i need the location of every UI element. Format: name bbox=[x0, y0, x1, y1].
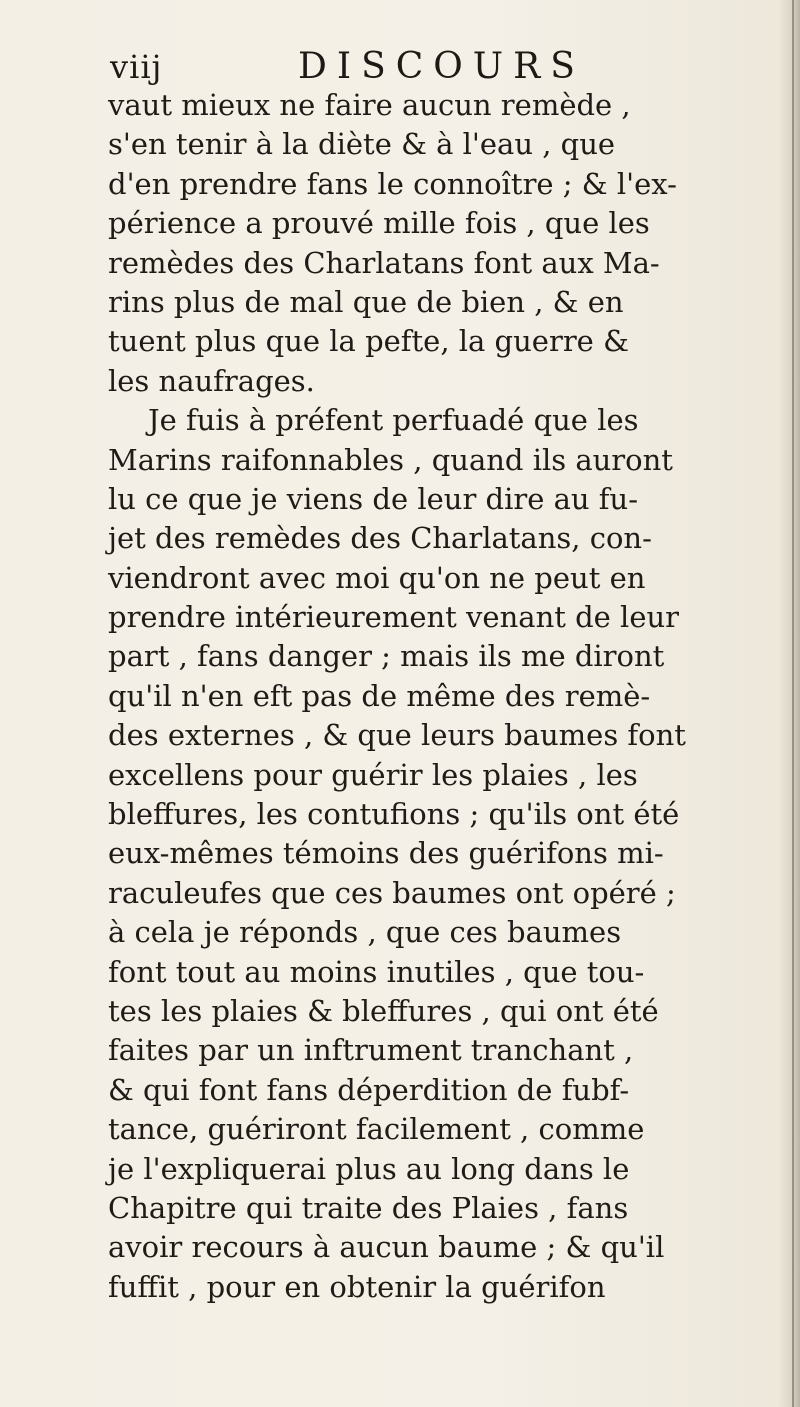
text-line: tance, guériront facilement , comme bbox=[108, 1112, 645, 1147]
text-line: tuent plus que la pefte, la guerre & bbox=[108, 324, 629, 359]
text-line: lu ce que je viens de leur dire au fu- bbox=[108, 481, 639, 516]
text-line: Marins raifonnables , quand ils auront bbox=[108, 442, 673, 477]
page-header bbox=[110, 40, 760, 90]
text-line: rins plus de mal que de bien , & en bbox=[108, 284, 624, 319]
text-line: périence a prouvé mille fois , que les bbox=[108, 206, 650, 241]
text-line: part , fans danger ; mais ils me diront bbox=[108, 639, 665, 674]
text-line: bleffures, les contufions ; qu'ils ont été bbox=[108, 797, 680, 832]
text-line: font tout au moins inutiles , que tou- bbox=[108, 954, 645, 989]
text-line: avoir recours à aucun baume ; & qu'il bbox=[108, 1230, 665, 1265]
text-line: prendre intérieurement venant de leur bbox=[108, 600, 680, 635]
page-edge-line bbox=[792, 0, 794, 1407]
text-line: vaut mieux ne faire aucun remède , bbox=[108, 88, 631, 122]
text-line: & qui font fans déperdition de fubf- bbox=[108, 1072, 630, 1107]
text-line: des externes , & que leurs baumes font bbox=[108, 718, 686, 753]
text-line: s'en tenir à la diète & à l'eau , que bbox=[108, 127, 616, 162]
text-line: faites par un inftrument tranchant , bbox=[108, 1033, 634, 1068]
paragraph-start-line: Je fuis à préfent perfuadé que les bbox=[148, 403, 639, 438]
text-line: jet des remèdes des Charlatans, con- bbox=[108, 521, 652, 556]
body-text bbox=[108, 86, 778, 1307]
text-line: fuffit , pour en obtenir la guérifon bbox=[108, 1269, 606, 1304]
running-title: DISCOURS bbox=[298, 46, 585, 87]
text-line: qu'il n'en eft pas de même des remè- bbox=[108, 678, 651, 713]
text-line: eux-mêmes témoins des guérifons mi- bbox=[108, 836, 664, 871]
text-line: remèdes des Charlatans font aux Ma- bbox=[108, 245, 660, 280]
text-line: excellens pour guérir les plaies , les bbox=[108, 757, 638, 792]
text-line: viendront avec moi qu'on ne peut en bbox=[108, 560, 646, 595]
text-line: Chapitre qui traite des Plaies , fans bbox=[108, 1190, 629, 1225]
text-line: tes les plaies & bleffures , qui ont été bbox=[108, 993, 659, 1028]
text-line: raculeufes que ces baumes ont opéré ; bbox=[108, 875, 676, 910]
page-number: viij bbox=[110, 48, 163, 86]
text-line: je l'expliquerai plus au long dans le bbox=[108, 1151, 630, 1186]
text-line: d'en prendre fans le connoître ; & l'ex- bbox=[108, 166, 677, 201]
text-line: les naufrages. bbox=[108, 363, 315, 398]
text-line: à cela je réponds , que ces baumes bbox=[108, 915, 622, 950]
page-edge-shadow bbox=[778, 0, 800, 1407]
